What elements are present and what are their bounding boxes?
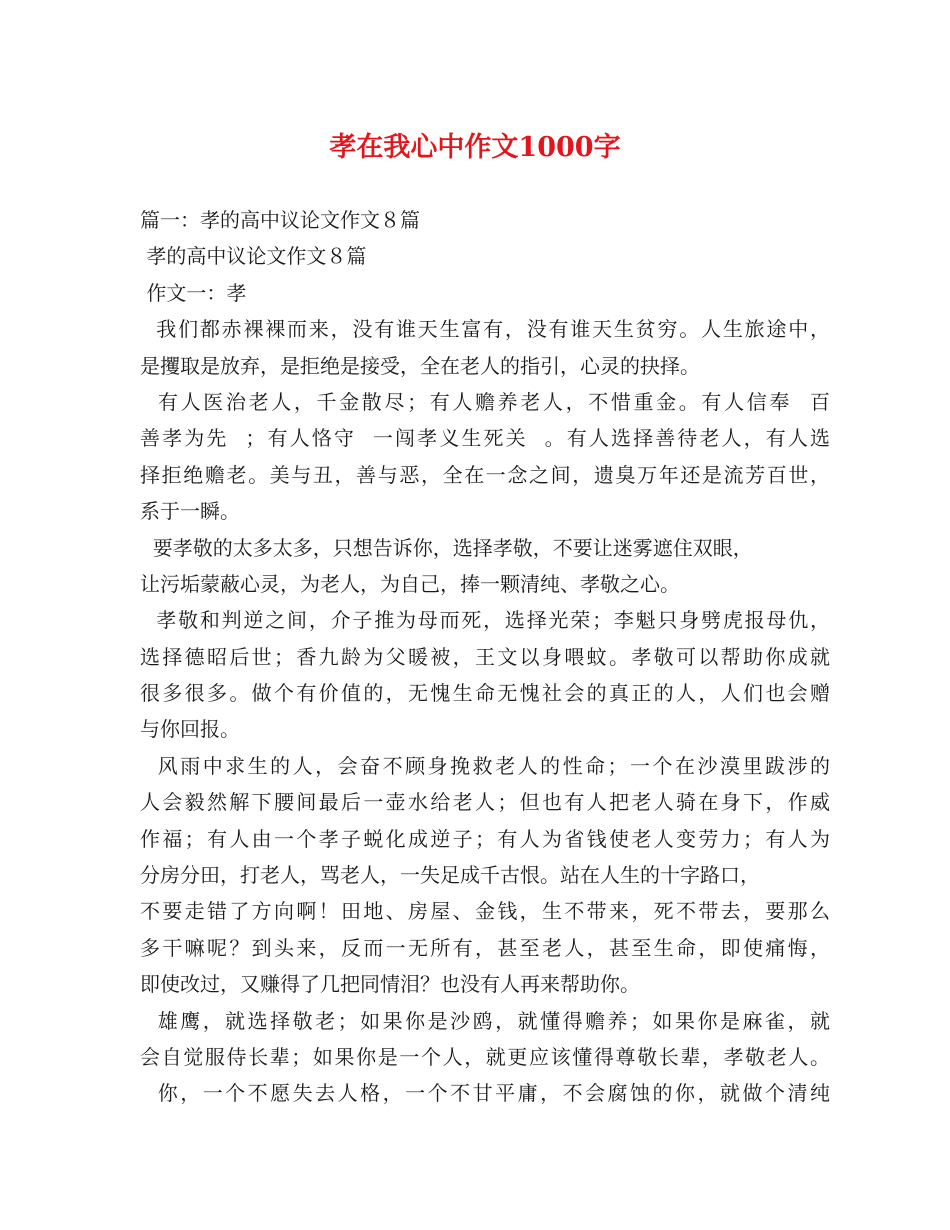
text-line: 人会毅然解下腰间最后一壶水给老人；但也有人把老人骑在身下，作威 xyxy=(140,790,830,815)
text-line: 与你回报。 xyxy=(140,717,240,742)
text-line: 系于一瞬。 xyxy=(140,499,240,524)
text-line: 选择德昭后世；香九龄为父暖被，王文以身喂蚊。孝敬可以帮助你成就 xyxy=(140,644,830,669)
text-line: 我们都赤裸裸而来，没有谁天生富有，没有谁天生贫穷。人生旅途中， xyxy=(140,317,830,342)
text-line: 孝的高中议论文作文８篇 xyxy=(140,244,367,269)
text-line: 作福；有人由一个孝子蜕化成逆子；有人为省钱使老人变劳力；有人为 xyxy=(140,826,830,851)
text-line: 很多很多。做个有价值的，无愧生命无愧社会的真正的人，人们也会赠 xyxy=(140,681,830,706)
text-line: 会自觉服侍长辈；如果你是一个人，就更应该懂得尊敬长辈，孝敬老人。 xyxy=(140,1044,830,1069)
text-line: 作文一：孝 xyxy=(140,280,247,305)
text-line: 雄鹰，就选择敬老；如果你是沙鸥，就懂得赡养；如果你是麻雀，就 xyxy=(140,1008,830,1033)
text-line: 要孝敬的太多太多，只想告诉你，选择孝敬，不要让迷雾遮住双眼， xyxy=(140,535,753,560)
text-line: 分房分田，打老人，骂老人，一失足成千古恨。站在人生的十字路口， xyxy=(140,863,760,888)
text-line: 风雨中求生的人，会奋不顾身挽救老人的性命；一个在沙漠里跋涉的 xyxy=(140,753,830,778)
text-line: 让污垢蒙蔽心灵，为老人，为自己，捧一颗清纯、孝敬之心。 xyxy=(140,571,680,596)
text-line: 善孝为先 ；有人恪守 一闯孝义生死关 。有人选择善待老人，有人选 xyxy=(140,426,830,451)
document-title: 孝在我心中作文1000字 xyxy=(329,132,621,163)
text-line: 篇一：孝的高中议论文作文８篇 xyxy=(140,208,420,232)
document-body xyxy=(140,202,830,1112)
text-line: 孝敬和判逆之间，介子推为母而死，选择光荣；李魁只身劈虎报母仇， xyxy=(140,608,830,633)
text-line: 即使改过，又赚得了几把同情泪？也没有人再来帮助你。 xyxy=(140,972,640,997)
text-line: 有人医治老人，千金散尽；有人赡养老人，不惜重金。有人信奉 百 xyxy=(140,389,830,414)
text-line: 是攫取是放弃，是拒绝是接受，全在老人的指引，心灵的抉择。 xyxy=(140,353,700,378)
text-line: 择拒绝赡老。美与丑，善与恶，全在一念之间，遗臭万年还是流芳百世， xyxy=(140,462,830,487)
text-line: 你，一个不愿失去人格，一个不甘平庸，不会腐蚀的你，就做个清纯 xyxy=(140,1081,830,1106)
text-line: 不要走错了方向啊！田地、房屋、金钱，生不带来，死不带去，要那么 xyxy=(140,899,830,924)
text-line: 多干嘛呢？到头来，反而一无所有，甚至老人，甚至生命，即使痛悔， xyxy=(140,935,830,960)
